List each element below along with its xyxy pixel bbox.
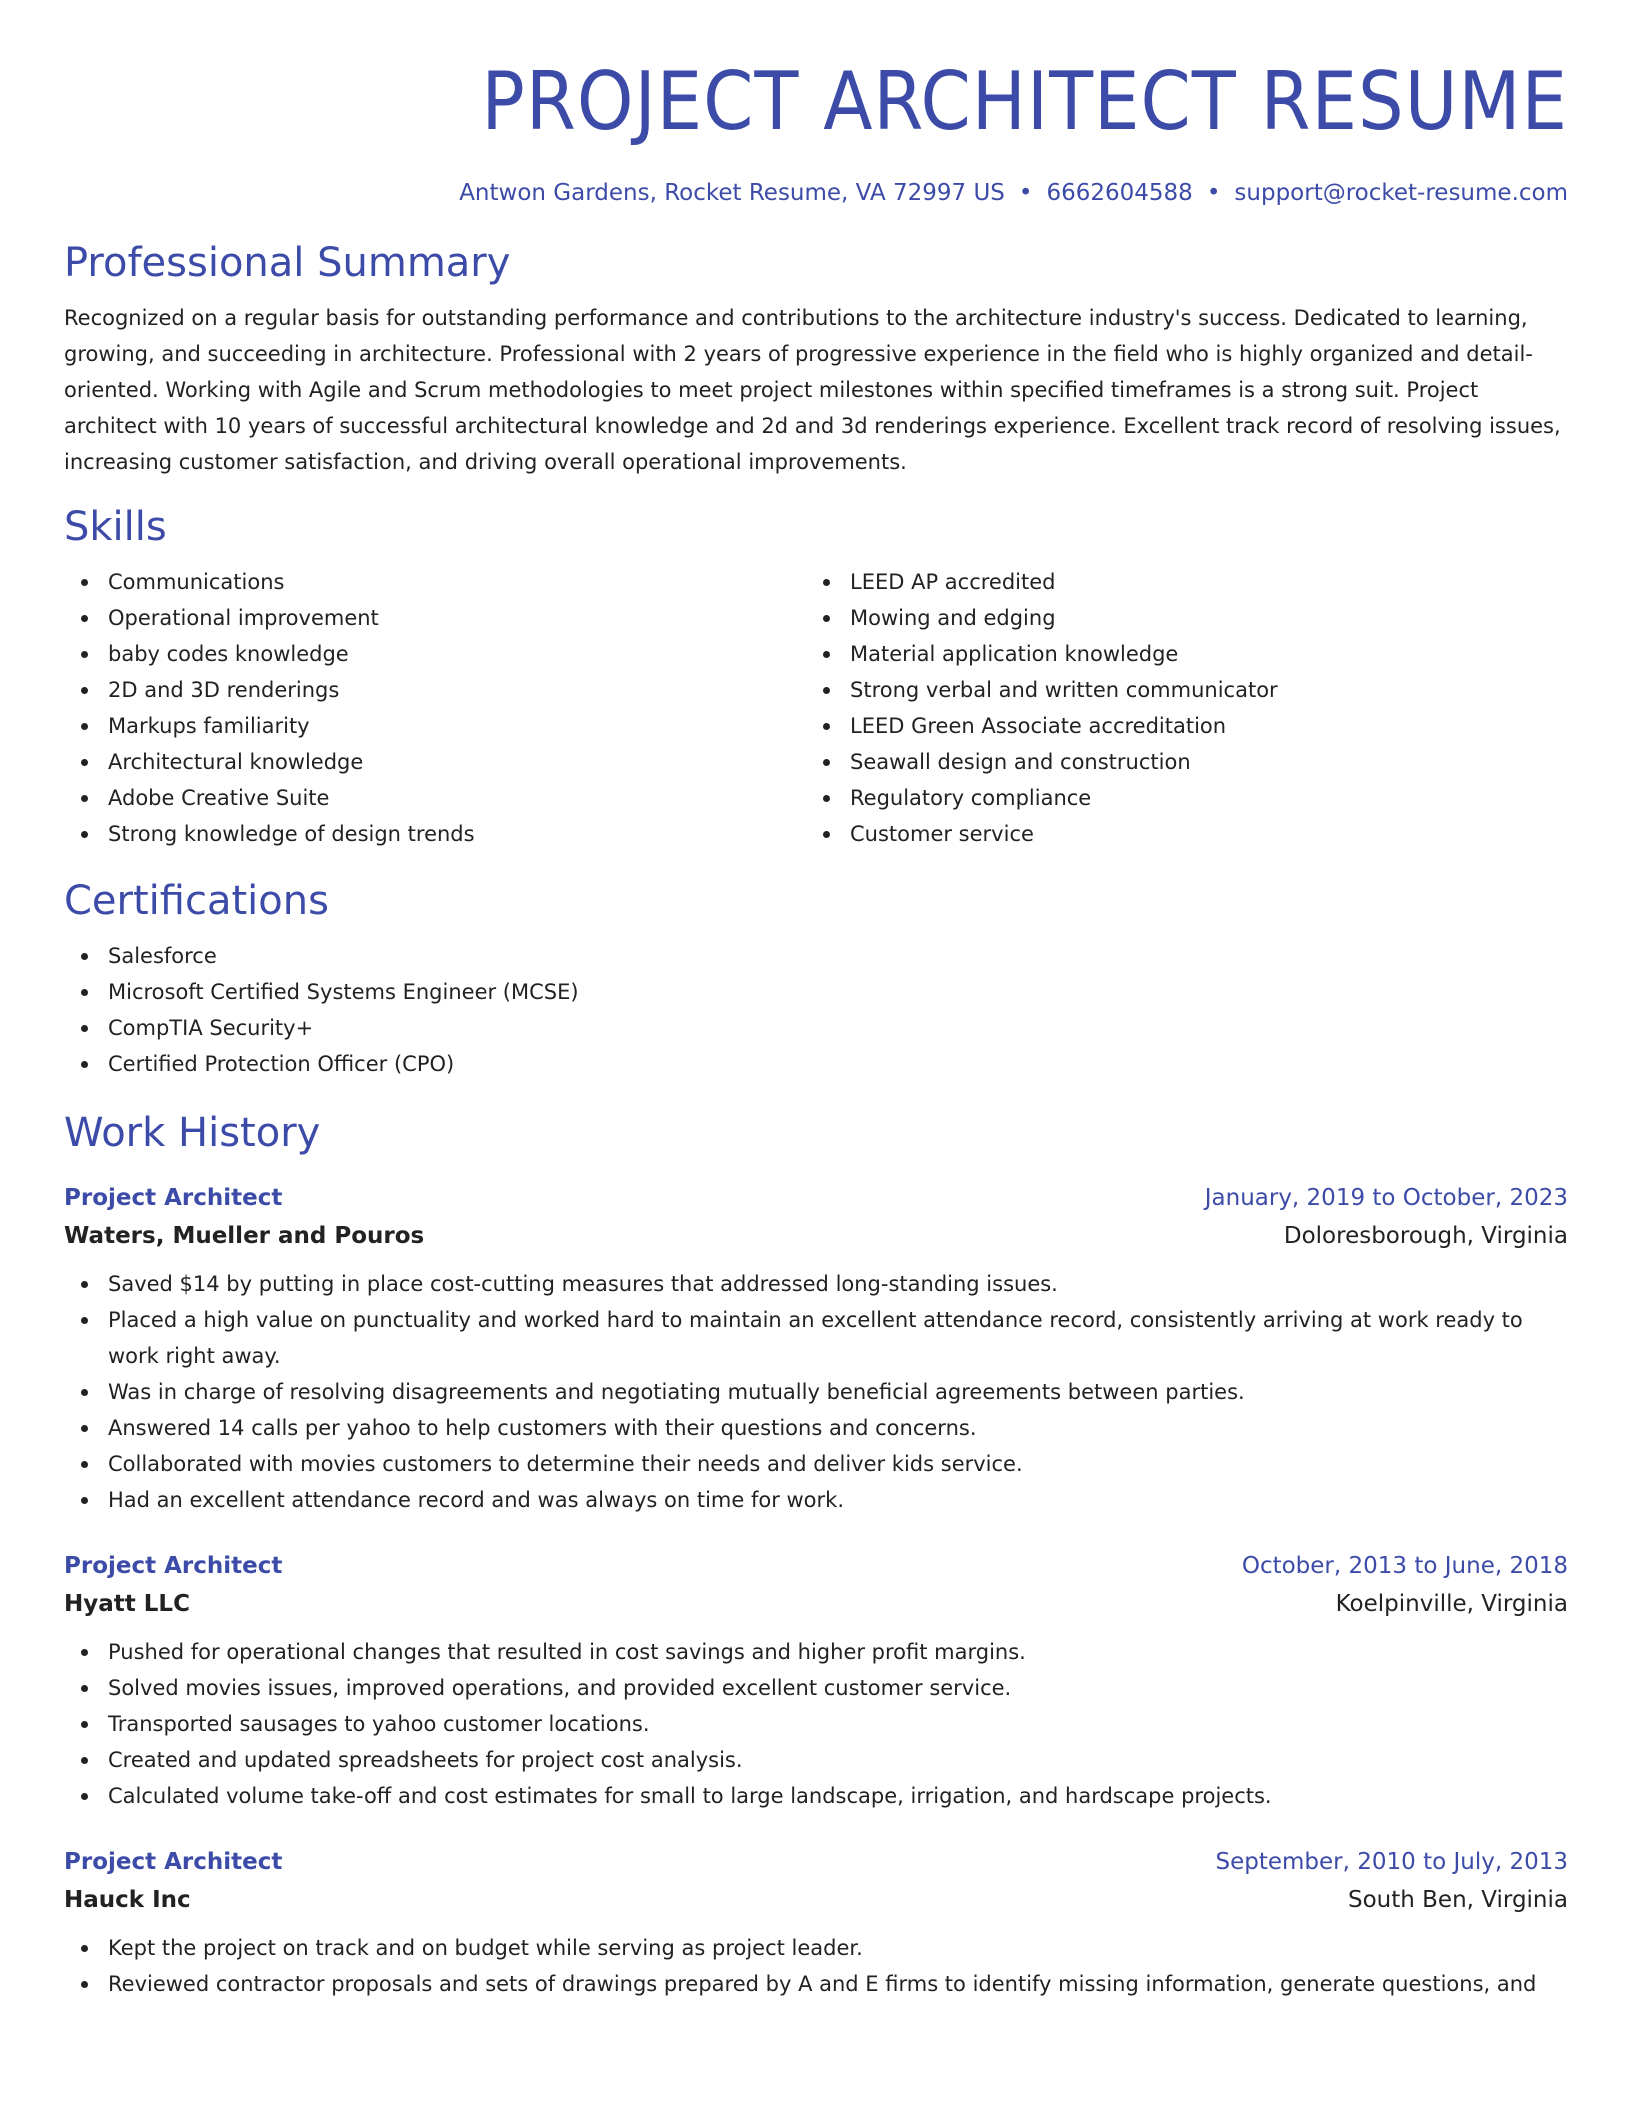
skill-item: Customer service: [806, 816, 1548, 852]
job-title-row: [64, 1844, 1568, 1880]
job-entry: [64, 1844, 1568, 2002]
job-bullets: [64, 1930, 1568, 2002]
work-history-heading: Work History: [64, 1110, 321, 1156]
skills-heading: Skills: [64, 504, 167, 550]
skill-item: Architectural knowledge: [64, 744, 806, 780]
skill-item: 2D and 3D renderings: [64, 672, 806, 708]
job-bullet: Reviewed contractor proposals and sets of drawings prepared by A and E firms to identify missing information, generate questions, and: [64, 1966, 1568, 2002]
skill-item: baby codes knowledge: [64, 636, 806, 672]
job-company-row: [64, 1216, 1568, 1256]
skill-item: LEED AP accredited: [806, 564, 1548, 600]
certification-item: CompTIA Security+: [64, 1010, 1568, 1046]
skill-item: Markups familiarity: [64, 708, 806, 744]
job-bullet: Solved movies issues, improved operations, and provided excellent customer service.: [64, 1670, 1568, 1706]
job-company-row: [64, 1880, 1568, 1920]
job-location: Doloresborough, Virginia: [1283, 1223, 1568, 1249]
job-bullet: Transported sausages to yahoo customer locations.: [64, 1706, 1568, 1742]
job-bullets: [64, 1634, 1568, 1814]
resume-header: [64, 0, 1568, 206]
skill-item: LEED Green Associate accreditation: [806, 708, 1548, 744]
skill-item: Adobe Creative Suite: [64, 780, 806, 816]
job-title-row: [64, 1180, 1568, 1216]
certification-item: Certified Protection Officer (CPO): [64, 1046, 1568, 1082]
skill-item: Mowing and edging: [806, 600, 1548, 636]
skill-item: Operational improvement: [64, 600, 806, 636]
job-bullet: Calculated volume take-off and cost estimates for small to large landscape, irrigation, and hardscape projects.: [64, 1778, 1568, 1814]
job-bullet: Pushed for operational changes that resulted in cost savings and higher profit margins.: [64, 1634, 1568, 1670]
job-bullets: [64, 1266, 1568, 1518]
skill-item: Seawall design and construction: [806, 744, 1548, 780]
job-company-row: [64, 1584, 1568, 1624]
contact-email: support@rocket-resume.com: [1234, 180, 1568, 206]
job-location: South Ben, Virginia: [1347, 1887, 1568, 1913]
contact-address: Antwon Gardens, Rocket Resume, VA 72997 US: [459, 180, 1005, 206]
job-dates: January, 2019 to October, 2023: [1204, 1185, 1568, 1211]
resume-title: PROJECT ARCHITECT RESUME: [481, 55, 1568, 148]
certification-item: Salesforce: [64, 938, 1568, 974]
contact-line: [64, 180, 1568, 206]
contact-phone: 6662604588: [1046, 180, 1193, 206]
job-bullet: Placed a high value on punctuality and worked hard to maintain an excellent attendance record, consistently arriving at work ready to work right away.: [64, 1302, 1568, 1374]
skill-item: Strong verbal and written communicator: [806, 672, 1548, 708]
job-title-row: [64, 1548, 1568, 1584]
skill-item: Regulatory compliance: [806, 780, 1548, 816]
job-entry: [64, 1548, 1568, 1814]
certification-item: Microsoft Certified Systems Engineer (MCSE): [64, 974, 1568, 1010]
job-entry: [64, 1180, 1568, 1518]
job-dates: September, 2010 to July, 2013: [1215, 1849, 1568, 1875]
contact-separator: •: [1206, 180, 1221, 206]
summary-text: Recognized on a regular basis for outstanding performance and contributions to the architecture industry's success. Dedicated to learning, growing, and succeeding in architecture. Professional with 2 years of progressive experience in the field who is highly organized and detail-oriented. Working with Agile and Scrum methodologies to meet project milestones within specified timeframes is a strong suit. Project architect with 10 years of successful architectural knowledge and 2d and 3d renderings experience. Excellent track record of resolving issues, increasing customer satisfaction, and driving overall operational improvements.: [64, 306, 1561, 474]
job-bullet: Was in charge of resolving disagreements and negotiating mutually beneficial agreements between parties.: [64, 1374, 1568, 1410]
job-dates: October, 2013 to June, 2018: [1241, 1553, 1568, 1579]
job-bullet: Created and updated spreadsheets for project cost analysis.: [64, 1742, 1568, 1778]
skills-grid: [64, 564, 1568, 852]
job-location: Koelpinville, Virginia: [1335, 1591, 1568, 1617]
skills-list-left: [64, 564, 806, 852]
skill-item: Communications: [64, 564, 806, 600]
job-company: Waters, Mueller and Pouros: [64, 1223, 425, 1249]
certifications-list: [64, 938, 1568, 1082]
job-bullet: Answered 14 calls per yahoo to help customers with their questions and concerns.: [64, 1410, 1568, 1446]
skill-item: Strong knowledge of design trends: [64, 816, 806, 852]
contact-separator: •: [1018, 180, 1033, 206]
certifications-heading: Certifications: [64, 878, 329, 924]
job-bullet: Saved $14 by putting in place cost-cutting measures that addressed long-standing issues.: [64, 1266, 1568, 1302]
skill-item: Material application knowledge: [806, 636, 1548, 672]
job-company: Hauck Inc: [64, 1887, 191, 1913]
job-title: Project Architect: [64, 1553, 283, 1579]
job-company: Hyatt LLC: [64, 1591, 190, 1617]
job-title: Project Architect: [64, 1849, 283, 1875]
skills-list-right: [806, 564, 1548, 852]
job-bullet: Collaborated with movies customers to determine their needs and deliver kids service.: [64, 1446, 1568, 1482]
job-title: Project Architect: [64, 1185, 283, 1211]
summary-heading: Professional Summary: [64, 240, 511, 286]
job-bullet: Had an excellent attendance record and was always on time for work.: [64, 1482, 1568, 1518]
job-bullet: Kept the project on track and on budget while serving as project leader.: [64, 1930, 1568, 1966]
